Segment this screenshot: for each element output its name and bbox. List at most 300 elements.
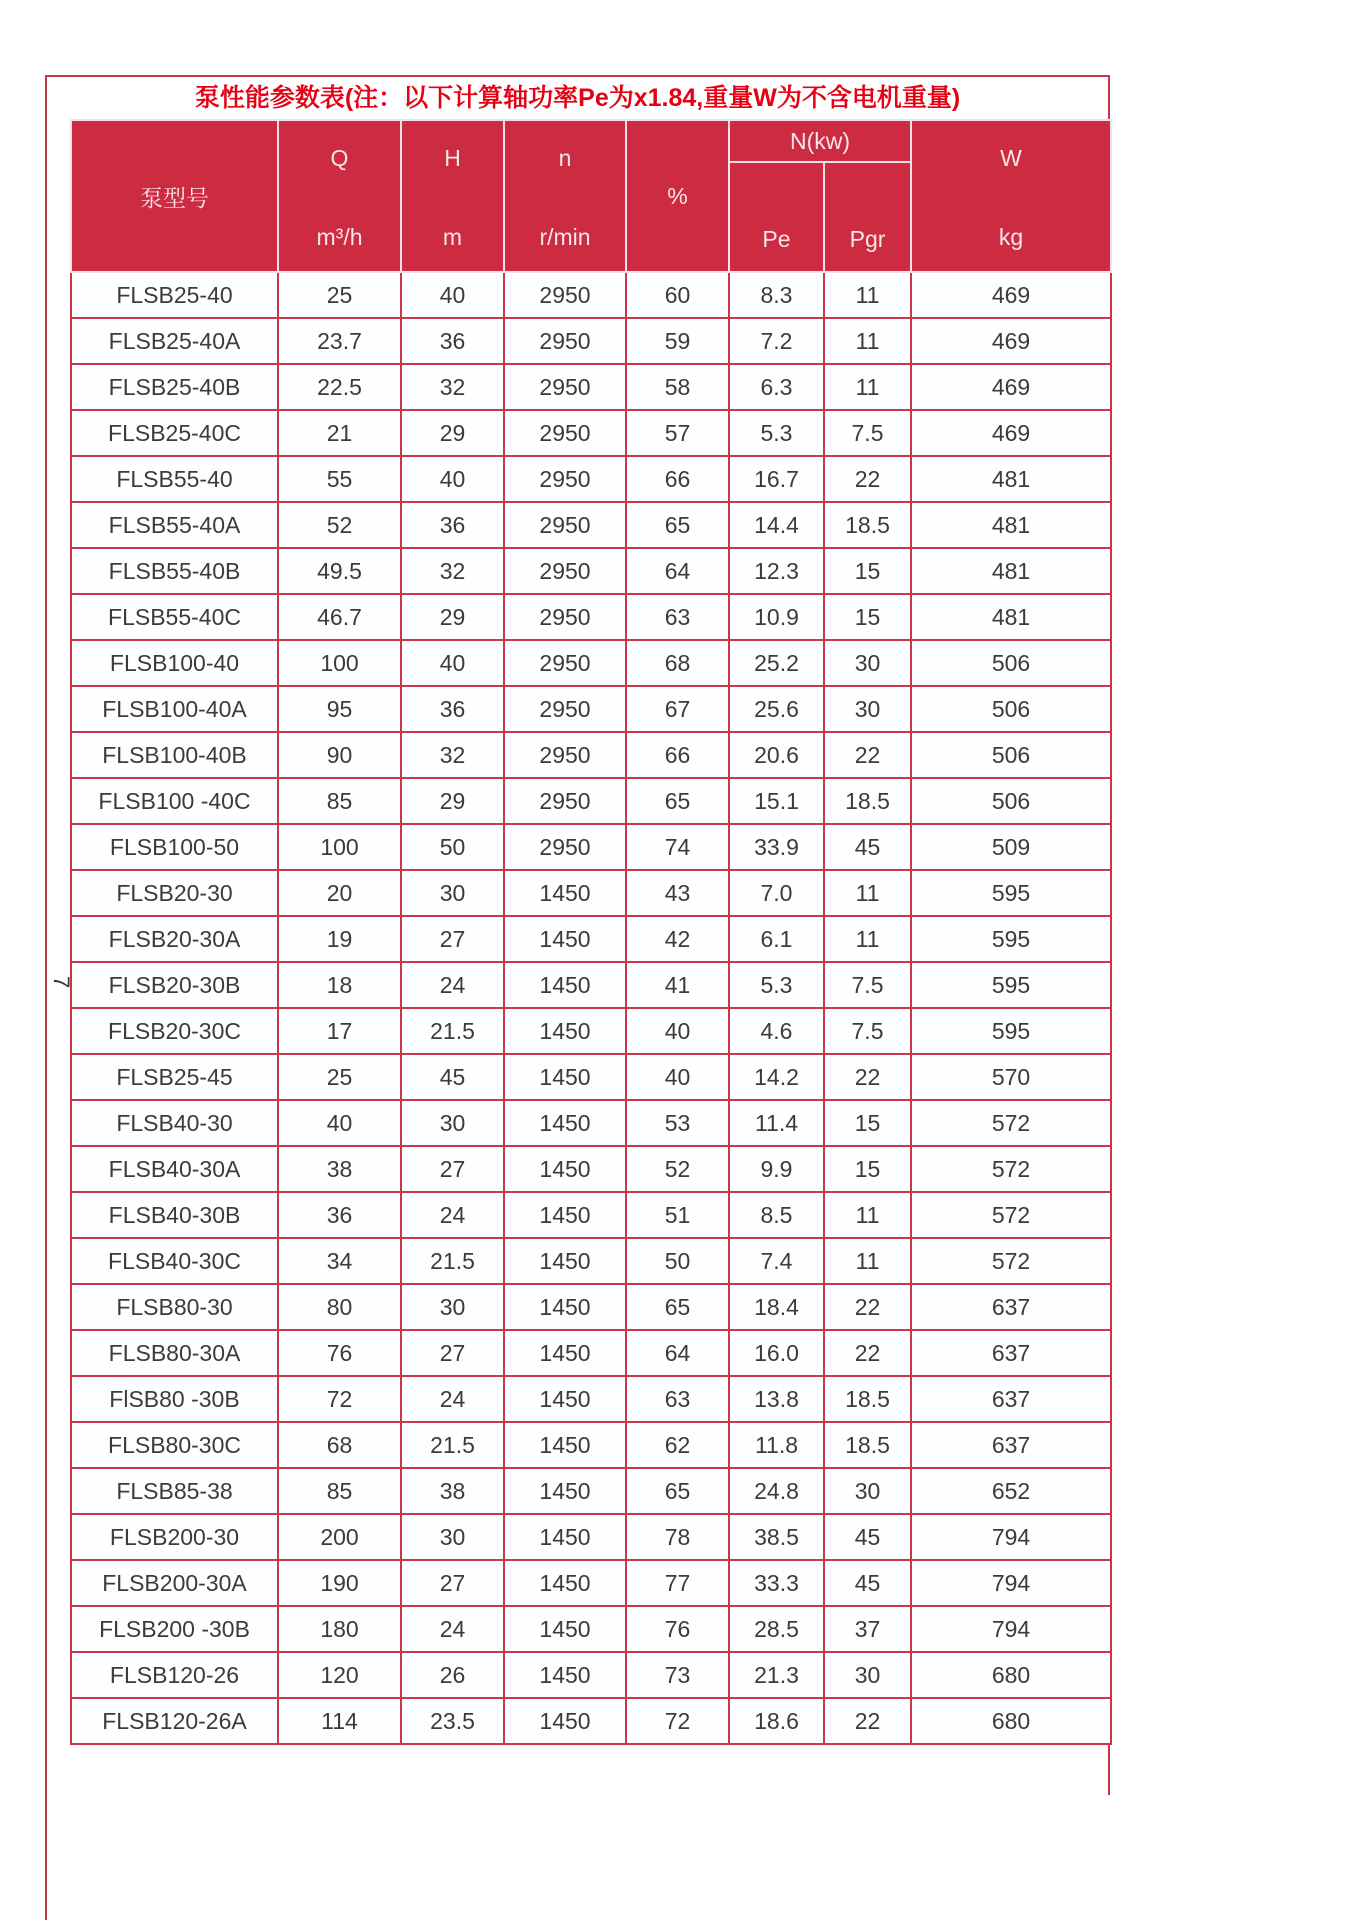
table-row bbox=[71, 1468, 1111, 1514]
cell-q-flow: 68 bbox=[278, 1422, 401, 1468]
cell-pe-power: 28.5 bbox=[729, 1606, 824, 1652]
cell-pgr-power: 15 bbox=[824, 548, 911, 594]
cell-model: FLSB100-50 bbox=[71, 824, 278, 870]
table-header bbox=[71, 120, 1111, 272]
cell-model: FLSB25-40A bbox=[71, 318, 278, 364]
cell-model: FLSB25-40 bbox=[71, 272, 278, 318]
header-model-label: 泵型号 bbox=[140, 184, 209, 211]
cell-n-speed: 1450 bbox=[504, 1192, 626, 1238]
header-h-symbol: H bbox=[444, 145, 461, 171]
cell-w-weight: 794 bbox=[911, 1514, 1111, 1560]
cell-n-speed: 1450 bbox=[504, 1100, 626, 1146]
cell-efficiency: 40 bbox=[626, 1054, 729, 1100]
cell-efficiency: 64 bbox=[626, 1330, 729, 1376]
cell-w-weight: 637 bbox=[911, 1284, 1111, 1330]
cell-n-speed: 2950 bbox=[504, 364, 626, 410]
cell-pe-power: 21.3 bbox=[729, 1652, 824, 1698]
header-q-symbol: Q bbox=[330, 145, 349, 171]
cell-h-head: 32 bbox=[401, 548, 504, 594]
header-h-unit: m bbox=[442, 224, 463, 250]
cell-efficiency: 57 bbox=[626, 410, 729, 456]
cell-h-head: 30 bbox=[401, 1284, 504, 1330]
cell-q-flow: 95 bbox=[278, 686, 401, 732]
cell-n-speed: 1450 bbox=[504, 1146, 626, 1192]
cell-efficiency: 58 bbox=[626, 364, 729, 410]
cell-pgr-power: 11 bbox=[824, 870, 911, 916]
cell-pe-power: 6.3 bbox=[729, 364, 824, 410]
cell-pe-power: 9.9 bbox=[729, 1146, 824, 1192]
cell-efficiency: 65 bbox=[626, 778, 729, 824]
table-row bbox=[71, 1284, 1111, 1330]
cell-q-flow: 90 bbox=[278, 732, 401, 778]
header-head bbox=[401, 120, 504, 272]
table-row bbox=[71, 502, 1111, 548]
cell-pe-power: 20.6 bbox=[729, 732, 824, 778]
cell-w-weight: 637 bbox=[911, 1422, 1111, 1468]
cell-pgr-power: 45 bbox=[824, 1560, 911, 1606]
header-n-symbol: n bbox=[558, 145, 572, 171]
cell-model: FLSB40-30 bbox=[71, 1100, 278, 1146]
cell-w-weight: 794 bbox=[911, 1560, 1111, 1606]
cell-pgr-power: 11 bbox=[824, 1192, 911, 1238]
cell-q-flow: 23.7 bbox=[278, 318, 401, 364]
cell-model: FLSB80-30A bbox=[71, 1330, 278, 1376]
cell-pe-power: 11.4 bbox=[729, 1100, 824, 1146]
cell-efficiency: 74 bbox=[626, 824, 729, 870]
cell-w-weight: 506 bbox=[911, 686, 1111, 732]
cell-model: FLSB85-38 bbox=[71, 1468, 278, 1514]
cell-w-weight: 506 bbox=[911, 640, 1111, 686]
header-weight bbox=[911, 120, 1111, 272]
cell-pgr-power: 18.5 bbox=[824, 1422, 911, 1468]
cell-h-head: 36 bbox=[401, 318, 504, 364]
cell-pe-power: 5.3 bbox=[729, 962, 824, 1008]
cell-n-speed: 1450 bbox=[504, 1652, 626, 1698]
table-row bbox=[71, 1192, 1111, 1238]
cell-model: FLSB100-40B bbox=[71, 732, 278, 778]
cell-model: FLSB80-30C bbox=[71, 1422, 278, 1468]
cell-pe-power: 12.3 bbox=[729, 548, 824, 594]
cell-pe-power: 8.5 bbox=[729, 1192, 824, 1238]
cell-efficiency: 52 bbox=[626, 1146, 729, 1192]
cell-pgr-power: 37 bbox=[824, 1606, 911, 1652]
cell-model: FlSB80 -30B bbox=[71, 1376, 278, 1422]
cell-pgr-power: 11 bbox=[824, 272, 911, 318]
cell-q-flow: 100 bbox=[278, 824, 401, 870]
cell-efficiency: 59 bbox=[626, 318, 729, 364]
cell-w-weight: 595 bbox=[911, 916, 1111, 962]
cell-w-weight: 572 bbox=[911, 1238, 1111, 1284]
cell-model: FLSB40-30B bbox=[71, 1192, 278, 1238]
cell-w-weight: 481 bbox=[911, 548, 1111, 594]
cell-pe-power: 11.8 bbox=[729, 1422, 824, 1468]
cell-model: FLSB55-40 bbox=[71, 456, 278, 502]
cell-efficiency: 41 bbox=[626, 962, 729, 1008]
cell-n-speed: 2950 bbox=[504, 640, 626, 686]
cell-q-flow: 25 bbox=[278, 272, 401, 318]
cell-h-head: 24 bbox=[401, 1606, 504, 1652]
cell-w-weight: 469 bbox=[911, 318, 1111, 364]
cell-w-weight: 469 bbox=[911, 364, 1111, 410]
cell-w-weight: 595 bbox=[911, 962, 1111, 1008]
cell-q-flow: 200 bbox=[278, 1514, 401, 1560]
table-body bbox=[71, 272, 1111, 1744]
cell-pgr-power: 30 bbox=[824, 1652, 911, 1698]
cell-efficiency: 73 bbox=[626, 1652, 729, 1698]
cell-w-weight: 794 bbox=[911, 1606, 1111, 1652]
cell-pgr-power: 30 bbox=[824, 686, 911, 732]
page-title: 泵性能参数表(注：以下计算轴功率Pe为x1.84,重量W为不含电机重量) bbox=[194, 84, 961, 112]
cell-h-head: 24 bbox=[401, 1376, 504, 1422]
cell-q-flow: 20 bbox=[278, 870, 401, 916]
cell-n-speed: 2950 bbox=[504, 824, 626, 870]
cell-w-weight: 481 bbox=[911, 502, 1111, 548]
cell-model: FLSB120-26 bbox=[71, 1652, 278, 1698]
cell-q-flow: 34 bbox=[278, 1238, 401, 1284]
cell-model: FLSB25-45 bbox=[71, 1054, 278, 1100]
table-row bbox=[71, 1698, 1111, 1744]
cell-pgr-power: 15 bbox=[824, 1100, 911, 1146]
cell-q-flow: 46.7 bbox=[278, 594, 401, 640]
header-n-unit: r/min bbox=[539, 224, 591, 250]
cell-pe-power: 33.9 bbox=[729, 824, 824, 870]
cell-h-head: 50 bbox=[401, 824, 504, 870]
cell-pe-power: 8.3 bbox=[729, 272, 824, 318]
cell-model: FLSB100 -40C bbox=[71, 778, 278, 824]
cell-model: FLSB20-30 bbox=[71, 870, 278, 916]
cell-model: FLSB100-40A bbox=[71, 686, 278, 732]
header-q-unit: m³/h bbox=[316, 224, 363, 250]
cell-h-head: 30 bbox=[401, 870, 504, 916]
cell-n-speed: 2950 bbox=[504, 778, 626, 824]
header-pe: Pe bbox=[729, 162, 824, 272]
cell-model: FLSB25-40B bbox=[71, 364, 278, 410]
cell-efficiency: 63 bbox=[626, 1376, 729, 1422]
cell-h-head: 21.5 bbox=[401, 1422, 504, 1468]
cell-h-head: 36 bbox=[401, 502, 504, 548]
cell-pe-power: 7.4 bbox=[729, 1238, 824, 1284]
cell-efficiency: 67 bbox=[626, 686, 729, 732]
cell-h-head: 40 bbox=[401, 272, 504, 318]
cell-efficiency: 78 bbox=[626, 1514, 729, 1560]
cell-model: FLSB80-30 bbox=[71, 1284, 278, 1330]
cell-pgr-power: 22 bbox=[824, 1284, 911, 1330]
table-row bbox=[71, 1238, 1111, 1284]
cell-h-head: 30 bbox=[401, 1514, 504, 1560]
cell-n-speed: 1450 bbox=[504, 962, 626, 1008]
cell-pe-power: 18.6 bbox=[729, 1698, 824, 1744]
header-w-unit: kg bbox=[998, 224, 1024, 250]
cell-w-weight: 595 bbox=[911, 870, 1111, 916]
cell-q-flow: 180 bbox=[278, 1606, 401, 1652]
cell-model: FLSB40-30C bbox=[71, 1238, 278, 1284]
cell-efficiency: 68 bbox=[626, 640, 729, 686]
cell-n-speed: 1450 bbox=[504, 1422, 626, 1468]
cell-pgr-power: 22 bbox=[824, 732, 911, 778]
cell-efficiency: 64 bbox=[626, 548, 729, 594]
cell-q-flow: 21 bbox=[278, 410, 401, 456]
cell-efficiency: 65 bbox=[626, 502, 729, 548]
cell-w-weight: 506 bbox=[911, 778, 1111, 824]
cell-q-flow: 25 bbox=[278, 1054, 401, 1100]
cell-w-weight: 570 bbox=[911, 1054, 1111, 1100]
table-row bbox=[71, 732, 1111, 778]
cell-n-speed: 2950 bbox=[504, 502, 626, 548]
cell-w-weight: 572 bbox=[911, 1146, 1111, 1192]
cell-n-speed: 1450 bbox=[504, 1606, 626, 1652]
cell-n-speed: 1450 bbox=[504, 1008, 626, 1054]
cell-h-head: 27 bbox=[401, 1330, 504, 1376]
cell-h-head: 29 bbox=[401, 778, 504, 824]
cell-pe-power: 18.4 bbox=[729, 1284, 824, 1330]
cell-h-head: 38 bbox=[401, 1468, 504, 1514]
table-row bbox=[71, 1330, 1111, 1376]
cell-n-speed: 2950 bbox=[504, 686, 626, 732]
cell-w-weight: 509 bbox=[911, 824, 1111, 870]
table-row bbox=[71, 1100, 1111, 1146]
cell-q-flow: 36 bbox=[278, 1192, 401, 1238]
cell-n-speed: 2950 bbox=[504, 732, 626, 778]
cell-pgr-power: 45 bbox=[824, 1514, 911, 1560]
cell-efficiency: 65 bbox=[626, 1468, 729, 1514]
cell-w-weight: 680 bbox=[911, 1652, 1111, 1698]
cell-n-speed: 1450 bbox=[504, 1514, 626, 1560]
cell-model: FLSB200-30A bbox=[71, 1560, 278, 1606]
table-row bbox=[71, 1514, 1111, 1560]
cell-h-head: 23.5 bbox=[401, 1698, 504, 1744]
cell-efficiency: 72 bbox=[626, 1698, 729, 1744]
cell-n-speed: 1450 bbox=[504, 1468, 626, 1514]
cell-q-flow: 49.5 bbox=[278, 548, 401, 594]
cell-q-flow: 72 bbox=[278, 1376, 401, 1422]
cell-n-speed: 2950 bbox=[504, 318, 626, 364]
cell-h-head: 21.5 bbox=[401, 1008, 504, 1054]
table-row bbox=[71, 916, 1111, 962]
cell-q-flow: 19 bbox=[278, 916, 401, 962]
table-row bbox=[71, 1422, 1111, 1468]
cell-efficiency: 63 bbox=[626, 594, 729, 640]
cell-efficiency: 51 bbox=[626, 1192, 729, 1238]
cell-pe-power: 16.7 bbox=[729, 456, 824, 502]
cell-efficiency: 40 bbox=[626, 1008, 729, 1054]
cell-q-flow: 55 bbox=[278, 456, 401, 502]
cell-h-head: 27 bbox=[401, 1146, 504, 1192]
cell-q-flow: 18 bbox=[278, 962, 401, 1008]
cell-model: FLSB20-30A bbox=[71, 916, 278, 962]
cell-model: FLSB200-30 bbox=[71, 1514, 278, 1560]
cell-h-head: 24 bbox=[401, 962, 504, 1008]
cell-n-speed: 2950 bbox=[504, 272, 626, 318]
cell-n-speed: 2950 bbox=[504, 410, 626, 456]
cell-model: FLSB55-40C bbox=[71, 594, 278, 640]
table-row bbox=[71, 1376, 1111, 1422]
cell-h-head: 27 bbox=[401, 916, 504, 962]
cell-w-weight: 637 bbox=[911, 1376, 1111, 1422]
cell-n-speed: 1450 bbox=[504, 1560, 626, 1606]
cell-q-flow: 17 bbox=[278, 1008, 401, 1054]
header-efficiency-label: % bbox=[667, 182, 688, 209]
cell-n-speed: 1450 bbox=[504, 1330, 626, 1376]
page-frame bbox=[45, 75, 1110, 1795]
cell-h-head: 29 bbox=[401, 410, 504, 456]
cell-h-head: 27 bbox=[401, 1560, 504, 1606]
cell-model: FLSB40-30A bbox=[71, 1146, 278, 1192]
cell-pgr-power: 45 bbox=[824, 824, 911, 870]
table-row bbox=[71, 686, 1111, 732]
cell-pgr-power: 11 bbox=[824, 364, 911, 410]
cell-h-head: 40 bbox=[401, 456, 504, 502]
cell-h-head: 45 bbox=[401, 1054, 504, 1100]
table-row bbox=[71, 1652, 1111, 1698]
cell-h-head: 29 bbox=[401, 594, 504, 640]
header-pgr: Pgr bbox=[824, 162, 911, 272]
cell-model: FLSB20-30B bbox=[71, 962, 278, 1008]
cell-efficiency: 60 bbox=[626, 272, 729, 318]
table-row bbox=[71, 640, 1111, 686]
cell-pe-power: 7.2 bbox=[729, 318, 824, 364]
cell-model: FLSB55-40B bbox=[71, 548, 278, 594]
cell-pe-power: 14.2 bbox=[729, 1054, 824, 1100]
cell-q-flow: 190 bbox=[278, 1560, 401, 1606]
cell-efficiency: 62 bbox=[626, 1422, 729, 1468]
cell-pgr-power: 22 bbox=[824, 1330, 911, 1376]
table-row bbox=[71, 318, 1111, 364]
cell-model: FLSB25-40C bbox=[71, 410, 278, 456]
cell-q-flow: 80 bbox=[278, 1284, 401, 1330]
pump-parameter-table bbox=[70, 119, 1112, 1745]
cell-w-weight: 572 bbox=[911, 1192, 1111, 1238]
side-page-number: 7 bbox=[49, 976, 74, 989]
table-row bbox=[71, 962, 1111, 1008]
cell-q-flow: 100 bbox=[278, 640, 401, 686]
cell-h-head: 21.5 bbox=[401, 1238, 504, 1284]
table-row bbox=[71, 778, 1111, 824]
table-row bbox=[71, 364, 1111, 410]
cell-h-head: 24 bbox=[401, 1192, 504, 1238]
cell-pgr-power: 11 bbox=[824, 916, 911, 962]
cell-q-flow: 38 bbox=[278, 1146, 401, 1192]
cell-h-head: 32 bbox=[401, 364, 504, 410]
cell-pe-power: 4.6 bbox=[729, 1008, 824, 1054]
header-power-group: N(kw) bbox=[729, 120, 911, 162]
cell-efficiency: 66 bbox=[626, 732, 729, 778]
cell-h-head: 32 bbox=[401, 732, 504, 778]
cell-pe-power: 6.1 bbox=[729, 916, 824, 962]
cell-n-speed: 2950 bbox=[504, 594, 626, 640]
cell-n-speed: 1450 bbox=[504, 916, 626, 962]
table-row bbox=[71, 1606, 1111, 1652]
table-row bbox=[71, 1560, 1111, 1606]
cell-w-weight: 572 bbox=[911, 1100, 1111, 1146]
cell-efficiency: 50 bbox=[626, 1238, 729, 1284]
header-model bbox=[71, 120, 278, 272]
cell-pe-power: 14.4 bbox=[729, 502, 824, 548]
cell-n-speed: 1450 bbox=[504, 870, 626, 916]
cell-pe-power: 16.0 bbox=[729, 1330, 824, 1376]
table-row bbox=[71, 1146, 1111, 1192]
cell-pgr-power: 18.5 bbox=[824, 1376, 911, 1422]
cell-model: FLSB200 -30B bbox=[71, 1606, 278, 1652]
cell-w-weight: 481 bbox=[911, 594, 1111, 640]
header-efficiency bbox=[626, 120, 729, 272]
cell-model: FLSB120-26A bbox=[71, 1698, 278, 1744]
cell-pgr-power: 11 bbox=[824, 1238, 911, 1284]
cell-pe-power: 38.5 bbox=[729, 1514, 824, 1560]
cell-q-flow: 120 bbox=[278, 1652, 401, 1698]
cell-q-flow: 52 bbox=[278, 502, 401, 548]
cell-pgr-power: 7.5 bbox=[824, 410, 911, 456]
cell-pe-power: 5.3 bbox=[729, 410, 824, 456]
cell-pgr-power: 22 bbox=[824, 1698, 911, 1744]
cell-n-speed: 2950 bbox=[504, 548, 626, 594]
cell-efficiency: 65 bbox=[626, 1284, 729, 1330]
cell-pgr-power: 30 bbox=[824, 1468, 911, 1514]
cell-w-weight: 637 bbox=[911, 1330, 1111, 1376]
cell-n-speed: 1450 bbox=[504, 1376, 626, 1422]
cell-efficiency: 43 bbox=[626, 870, 729, 916]
cell-efficiency: 42 bbox=[626, 916, 729, 962]
cell-w-weight: 481 bbox=[911, 456, 1111, 502]
cell-efficiency: 53 bbox=[626, 1100, 729, 1146]
cell-pe-power: 33.3 bbox=[729, 1560, 824, 1606]
cell-q-flow: 85 bbox=[278, 1468, 401, 1514]
cell-w-weight: 469 bbox=[911, 410, 1111, 456]
cell-pe-power: 24.8 bbox=[729, 1468, 824, 1514]
cell-pe-power: 10.9 bbox=[729, 594, 824, 640]
cell-q-flow: 76 bbox=[278, 1330, 401, 1376]
cell-pgr-power: 30 bbox=[824, 640, 911, 686]
cell-pe-power: 13.8 bbox=[729, 1376, 824, 1422]
cell-w-weight: 595 bbox=[911, 1008, 1111, 1054]
cell-pgr-power: 22 bbox=[824, 456, 911, 502]
cell-pe-power: 25.6 bbox=[729, 686, 824, 732]
header-speed bbox=[504, 120, 626, 272]
table-row bbox=[71, 410, 1111, 456]
cell-pgr-power: 11 bbox=[824, 318, 911, 364]
cell-q-flow: 40 bbox=[278, 1100, 401, 1146]
cell-model: FLSB20-30C bbox=[71, 1008, 278, 1054]
cell-efficiency: 77 bbox=[626, 1560, 729, 1606]
cell-h-head: 40 bbox=[401, 640, 504, 686]
cell-pgr-power: 22 bbox=[824, 1054, 911, 1100]
table-row bbox=[71, 548, 1111, 594]
cell-n-speed: 1450 bbox=[504, 1238, 626, 1284]
cell-n-speed: 1450 bbox=[504, 1698, 626, 1744]
cell-pe-power: 25.2 bbox=[729, 640, 824, 686]
header-w-symbol: W bbox=[1000, 145, 1022, 171]
cell-n-speed: 2950 bbox=[504, 456, 626, 502]
cell-pgr-power: 7.5 bbox=[824, 962, 911, 1008]
table-row bbox=[71, 824, 1111, 870]
cell-q-flow: 85 bbox=[278, 778, 401, 824]
table-row bbox=[71, 272, 1111, 318]
cell-efficiency: 76 bbox=[626, 1606, 729, 1652]
cell-pgr-power: 18.5 bbox=[824, 502, 911, 548]
cell-w-weight: 506 bbox=[911, 732, 1111, 778]
cell-pe-power: 15.1 bbox=[729, 778, 824, 824]
cell-w-weight: 469 bbox=[911, 272, 1111, 318]
cell-pe-power: 7.0 bbox=[729, 870, 824, 916]
cell-w-weight: 680 bbox=[911, 1698, 1111, 1744]
cell-w-weight: 652 bbox=[911, 1468, 1111, 1514]
cell-model: FLSB55-40A bbox=[71, 502, 278, 548]
cell-n-speed: 1450 bbox=[504, 1054, 626, 1100]
table-row bbox=[71, 1054, 1111, 1100]
cell-pgr-power: 18.5 bbox=[824, 778, 911, 824]
cell-q-flow: 22.5 bbox=[278, 364, 401, 410]
cell-efficiency: 66 bbox=[626, 456, 729, 502]
cell-pgr-power: 15 bbox=[824, 1146, 911, 1192]
